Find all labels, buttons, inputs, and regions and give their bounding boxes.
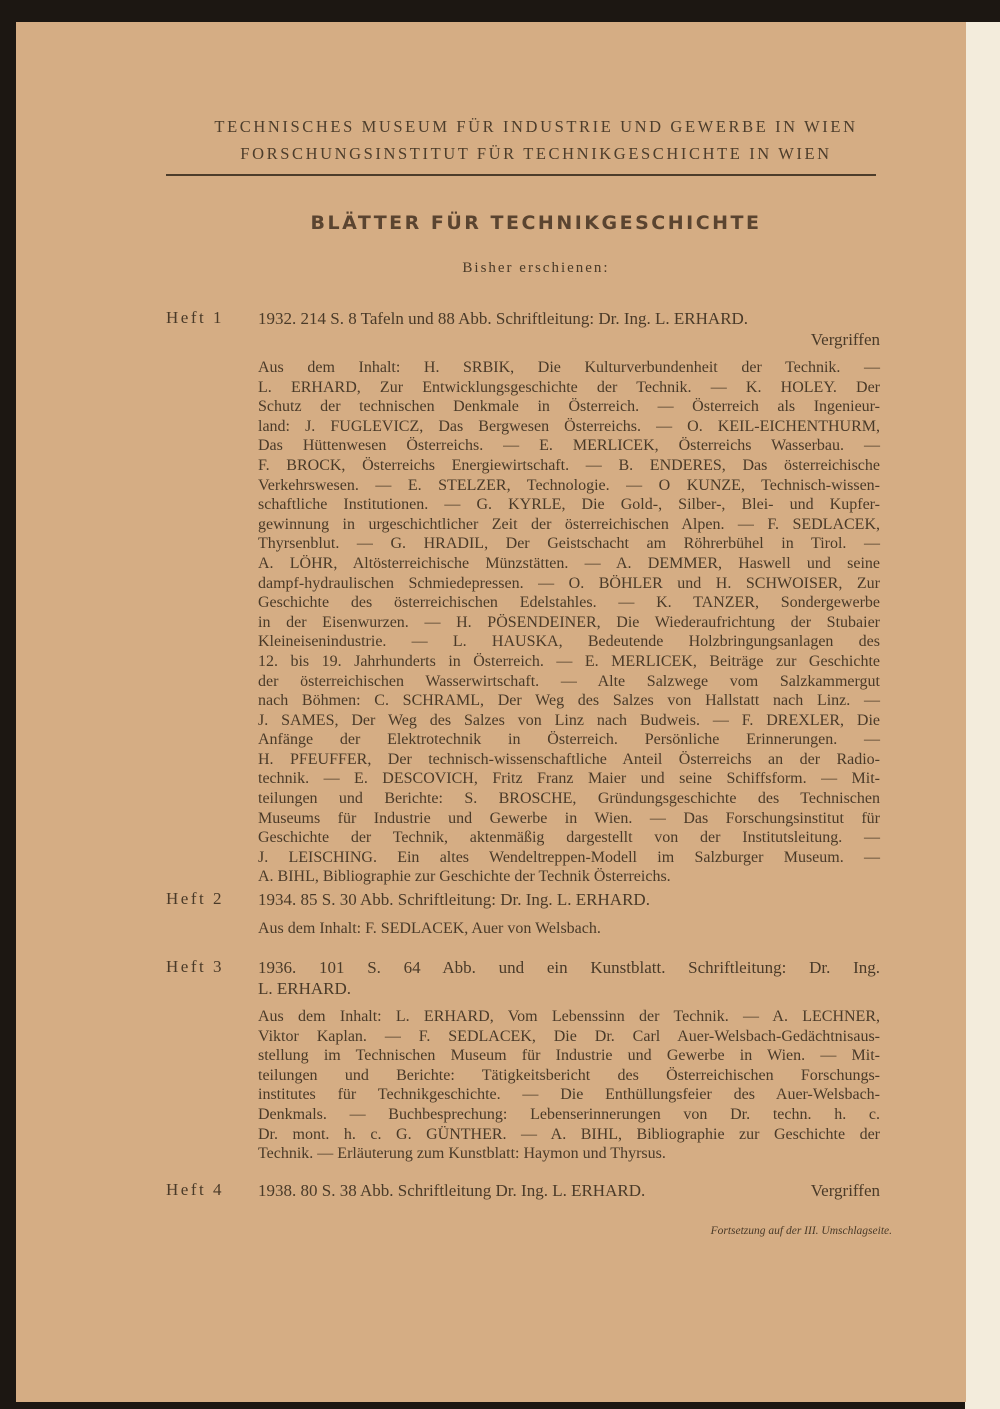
- info-line: 1938. 80 S. 38 Abb. Schriftleitung Dr. Ing. L. ERHARD.: [258, 1181, 646, 1200]
- contents-line: dampf-hydraulischen Schmiedepressen. — O. BÖHLER und H. SCHWOISER, Zur: [258, 574, 880, 592]
- info-line: 1934. 85 S. 30 Abb. Schriftleitung: Dr. Ing. L. ERHARD.: [258, 890, 650, 909]
- contents-line: Thyrsenblut. — G. HRADIL, Der Geistschacht am Röhrerbühel in Tirol. —: [258, 535, 880, 553]
- contents-line: Schutz der technischen Denkmale in Österreich. — Österreich als Ingenieur-: [258, 398, 880, 416]
- contents-line: Verkehrswesen. — E. STELZER, Technologie. — O KUNZE, Technisch-wissen-: [258, 476, 880, 494]
- contents-line: Aus dem Inhalt: F. SEDLACEK, Auer von Welsbach.: [258, 920, 601, 937]
- contents-line: Geschichte des österreichischen Edelstahles. — K. TANZER, Sondergewerbe: [258, 594, 880, 612]
- contents-line: Denkmals. — Buchbesprechung: Lebenserinnerungen von Dr. techn. h. c.: [258, 1105, 880, 1123]
- status-out-of-print: Vergriffen: [810, 330, 880, 349]
- contents-line: stellung im Technischen Museum für Industrie und Gewerbe in Wien. — Mit-: [258, 1047, 880, 1065]
- contents-line: teilungen und Berichte: Tätigkeitsbericht des Österreichischen Forschungs-: [258, 1066, 880, 1084]
- contents-line: technik. — E. DESCOVICH, Fritz Franz Maier und seine Schiffsform. — Mit-: [258, 770, 880, 788]
- contents-line: land: J. FUGLEVICZ, Das Bergwesen Österreichs. — O. KEIL-EICHENTHURM,: [258, 417, 880, 435]
- contents-line: A. BIHL, Bibliographie zur Geschichte der Technik Österreichs.: [258, 868, 671, 886]
- heft-label: Heft 4: [166, 1180, 224, 1199]
- adjacent-page-edge: [965, 22, 1000, 1409]
- heft-info: [258, 889, 880, 910]
- heft-label: Heft 1: [166, 308, 224, 327]
- contents-line: Dr. mont. h. c. G. GÜNTHER. — A. BIHL, Bibliographie zur Geschichte der: [258, 1125, 880, 1143]
- contents-line: Aus dem Inhalt: H. SRBIK, Die Kulturverbundenheit der Technik. —: [258, 359, 880, 376]
- document-page: [16, 22, 966, 1402]
- contents-line: A. LÖHR, Altösterreichische Münzstätten. — A. DEMMER, Haswell und seine: [258, 554, 880, 572]
- heft-info: [258, 957, 880, 999]
- heft-contents: [258, 358, 880, 887]
- contents-line: F. BROCK, Österreichs Energiewirtschaft. — B. ENDERES, Das österreichische: [258, 456, 880, 474]
- info-line: 1936. 101 S. 64 Abb. und ein Kunstblatt. Schriftleitung: Dr. Ing.: [258, 958, 880, 977]
- continuation-note: Fortsetzung auf der III. Umschlagseite.: [710, 1225, 892, 1237]
- contents-line: institutes für Technikgeschichte. — Die Enthüllungsfeier des Auer-Welsbach-: [258, 1086, 880, 1104]
- heft-info: [258, 308, 880, 329]
- contents-line: 12. bis 19. Jahrhunderts in Österreich. — E. MERLICEK, Beiträge zur Geschichte: [258, 652, 880, 670]
- contents-line: J. LEISCHING. Ein altes Wendeltreppen-Modell im Salzburger Museum. —: [258, 848, 880, 866]
- contents-line: nach Böhmen: C. SCHRAML, Der Weg des Salzes von Hallstatt nach Linz. —: [258, 692, 880, 710]
- heft-contents: [258, 919, 880, 939]
- contents-line: teilungen und Berichte: S. BROSCHE, Gründungsgeschichte des Technischen: [258, 790, 880, 808]
- contents-line: Anfänge der Elektrotechnik in Österreich. Persönliche Erinnerungen. —: [258, 731, 880, 749]
- contents-line: Geschichte der Technik, aktenmäßig dargestellt von der Institutsleitung. —: [258, 829, 880, 847]
- contents-line: gewinnung in urgeschichtlicher Zeit der österreichischen Alpen. — F. SEDLACEK,: [258, 515, 880, 533]
- contents-line: schaftliche Institutionen. — G. KYRLE, Die Gold-, Silber-, Blei- und Kupfer-: [258, 496, 880, 514]
- heft-contents: [258, 1007, 880, 1164]
- institution-line-1: TECHNISCHES MUSEUM FÜR INDUSTRIE UND GEWERBE IN WIEN: [214, 117, 858, 136]
- contents-line: Das Hüttenwesen Österreichs. — E. MERLICEK, Österreichs Wasserbau. —: [258, 437, 880, 455]
- institution-line-2: FORSCHUNGSINSTITUT FÜR TECHNIKGESCHICHTE IN WIEN: [240, 144, 832, 163]
- contents-line: J. SAMES, Der Weg des Salzes von Linz nach Budweis. — F. DREXLER, Die: [258, 711, 880, 729]
- subtitle: Bisher erschienen:: [462, 260, 610, 276]
- contents-line: in der Eisenwurzen. — H. PÖSENDEINER, Die Wiederaufrichtung der Stubaier: [258, 613, 880, 631]
- contents-line: Viktor Kaplan. — F. SEDLACEK, Die Dr. Carl Auer-Welsbach-Gedächtnisaus-: [258, 1027, 880, 1045]
- heft-label: Heft 3: [166, 957, 224, 976]
- contents-line: Museums für Industrie und Gewerbe in Wien. — Das Forschungsinstitut für: [258, 809, 880, 827]
- heft-label: Heft 2: [166, 889, 224, 908]
- contents-line: der österreichischen Wasserwirtschaft. — Alte Salzwege vom Salzkammergut: [258, 672, 880, 690]
- contents-line: Aus dem Inhalt: L. ERHARD, Vom Lebenssinn der Technik. — A. LECHNER,: [258, 1008, 880, 1025]
- contents-line: Technik. — Erläuterung zum Kunstblatt: Haymon und Thyrsus.: [258, 1145, 666, 1163]
- info-line: L. ERHARD.: [258, 979, 352, 998]
- page-title: BLÄTTER FÜR TECHNIKGESCHICHTE: [310, 212, 762, 234]
- contents-line: Kleineisenindustrie. — L. HAUSKA, Bedeutende Holzbringungsanlagen des: [258, 633, 880, 651]
- contents-line: H. PFEUFFER, Der technisch-wissenschaftliche Anteil Österreichs an der Radio-: [258, 750, 880, 768]
- header-rule: [166, 174, 876, 176]
- contents-line: L. ERHARD, Zur Entwicklungsgeschichte der Technik. — K. HOLEY. Der: [258, 378, 880, 396]
- info-line: 1932. 214 S. 8 Tafeln und 88 Abb. Schriftleitung: Dr. Ing. L. ERHARD.: [258, 309, 749, 328]
- status-out-of-print: Vergriffen: [810, 1181, 880, 1200]
